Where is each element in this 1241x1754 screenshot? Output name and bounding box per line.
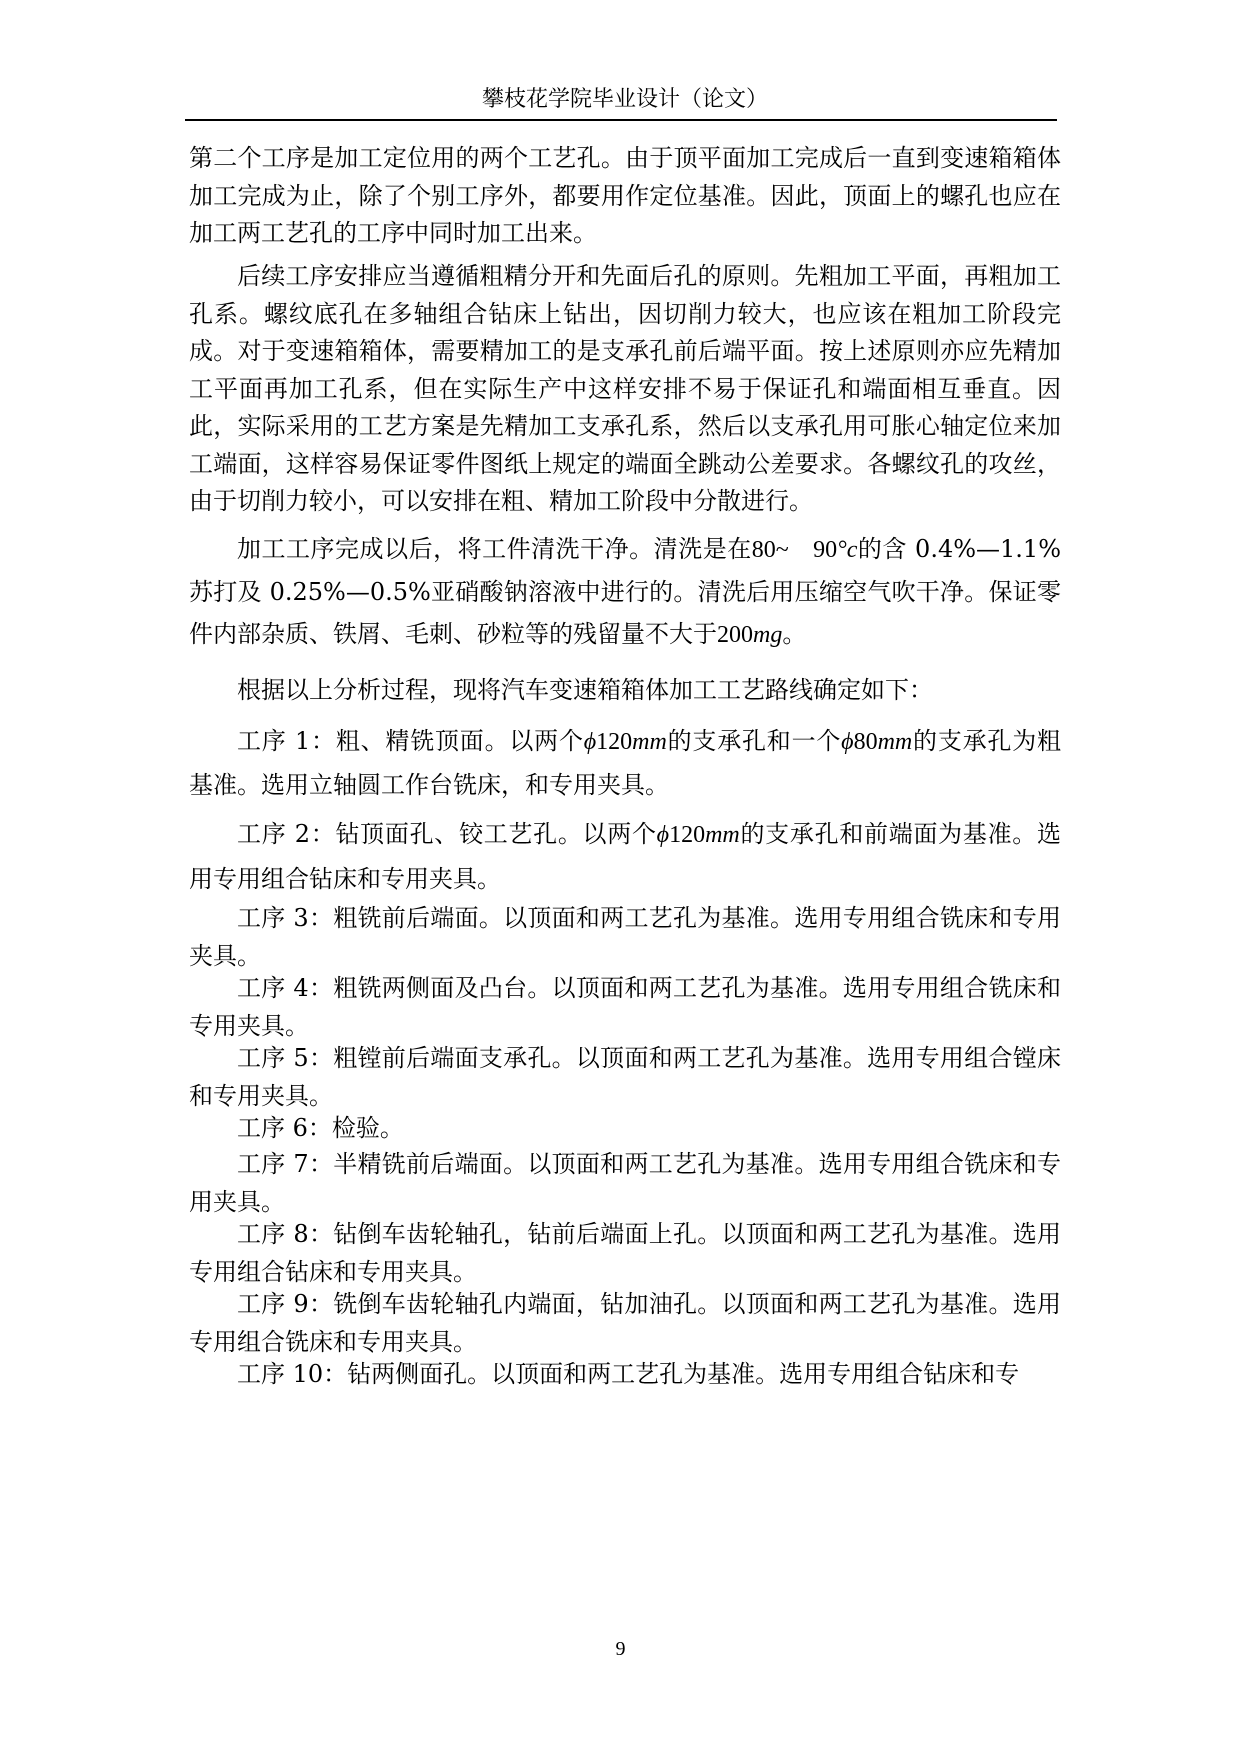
temp-to: 90 — [813, 537, 838, 563]
process-step-9: 工序 9：铣倒车齿轮轴孔内端面，钻加油孔。以顶面和两工艺孔为基准。选用专用组合铣床和专用夹具。 — [189, 1290, 1061, 1356]
page-number: 9 — [615, 1638, 626, 1660]
step1-diameter-1: 120 — [596, 729, 633, 755]
paragraph-process-two: 第二个工序是加工定位用的两个工艺孔。由于顶平面加工完成后一直到变速箱箱体加工完成为止，除了个别工序外，都要用作定位基准。因此，顶面上的螺孔也应在加工两工艺孔的工序中同时加工出来。 — [189, 144, 1061, 247]
step1-unit-2: mm — [877, 729, 913, 755]
diameter-symbol: ϕ — [583, 729, 597, 755]
paragraph-cleaning — [189, 528, 1061, 656]
step1-text-b: 的支承孔和一个 — [666, 727, 842, 755]
process-step-10: 工序 10：钻两侧面孔。以顶面和两工艺孔为基准。选用专用组合钻床和专 — [237, 1360, 1020, 1388]
header-rule — [185, 119, 1057, 121]
cleaning-text-a: 加工工序完成以后，将工件清洗干净。清洗是在 — [237, 535, 752, 563]
step2-text-b: 的支承孔和前端面为基准。选用专用组合钻床和专用夹具。 — [189, 820, 1061, 893]
temp-from: 80 — [751, 537, 776, 563]
process-step-6: 工序 6：检验。 — [237, 1114, 404, 1142]
step1-text-a: 工序 1：粗、精铣顶面。以两个 — [237, 727, 584, 755]
page-header: 攀枝花学院毕业设计（论文） — [481, 87, 768, 112]
process-step-8: 工序 8：钻倒车齿轮轴孔，钻前后端面上孔。以顶面和两工艺孔为基准。选用专用组合钻床和专用夹具。 — [189, 1220, 1061, 1286]
temp-unit: °c — [837, 537, 858, 563]
step1-unit-1: mm — [632, 729, 667, 755]
residue-limit: 200 — [717, 622, 753, 648]
diameter-symbol: ϕ — [841, 729, 854, 755]
cleaning-text-c: 。 — [782, 620, 807, 648]
process-step-2 — [189, 812, 1061, 901]
process-step-5: 工序 5：粗镗前后端面支承孔。以顶面和两工艺孔为基准。选用专用组合镗床和专用夹具。 — [189, 1044, 1061, 1110]
step2-text-a: 工序 2：钻顶面孔、铰工艺孔。以两个 — [237, 820, 657, 848]
process-step-1 — [189, 720, 1061, 807]
step1-text-c: 的支承孔为粗基准。选用立轴圆工作台铣床，和专用夹具。 — [189, 727, 1062, 799]
process-step-7: 工序 7：半精铣前后端面。以顶面和两工艺孔为基准。选用专用组合铣床和专用夹具。 — [189, 1150, 1061, 1216]
residue-limit-unit: mg — [753, 622, 783, 648]
step1-diameter-2: 80 — [853, 729, 878, 755]
step2-unit: mm — [705, 822, 740, 848]
diameter-symbol: ϕ — [656, 822, 670, 848]
step2-diameter: 120 — [669, 822, 706, 848]
paragraph-route-intro: 根据以上分析过程，现将汽车变速箱箱体加工工艺路线确定如下： — [237, 676, 933, 704]
process-step-4: 工序 4：粗铣两侧面及凸台。以顶面和两工艺孔为基准。选用专用组合铣床和专用夹具。 — [189, 974, 1061, 1040]
paragraph-sequence-principle: 后续工序安排应当遵循粗精分开和先面后孔的原则。先粗加工平面，再粗加工孔系。螺纹底孔在多轴组合钻床上钻出，因切削力较大，也应该在粗加工阶段完成。对于变速箱箱体，需要精加工的是支承孔前后端平面。按上述原则亦应先精加工平面再加工孔系，但在实际生产中这样安排不易于保证孔和端面相互垂直。因此，实际采用的工艺方案是先精加工支承孔系，然后以支承孔用可胀心轴定位来加工端面，这样容易保证零件图纸上规定的端面全跳动公差要求。各螺纹孔的攻丝，由于切削力较小，可以安排在粗、精加工阶段中分散进行。 — [189, 262, 1061, 515]
cleaning-text-b: 的含 0.4%—1.1% 苏打及 0.25%—0.5%亚硝酸钠溶液中进行的。清洗后用压缩空气吹干净。保证零件内部杂质、铁屑、毛刺、砂粒等的残留量不大于 — [189, 535, 1062, 648]
process-step-3: 工序 3：粗铣前后端面。以顶面和两工艺孔为基准。选用专用组合铣床和专用夹具。 — [189, 904, 1061, 970]
temp-tilde: ~ — [775, 537, 789, 563]
